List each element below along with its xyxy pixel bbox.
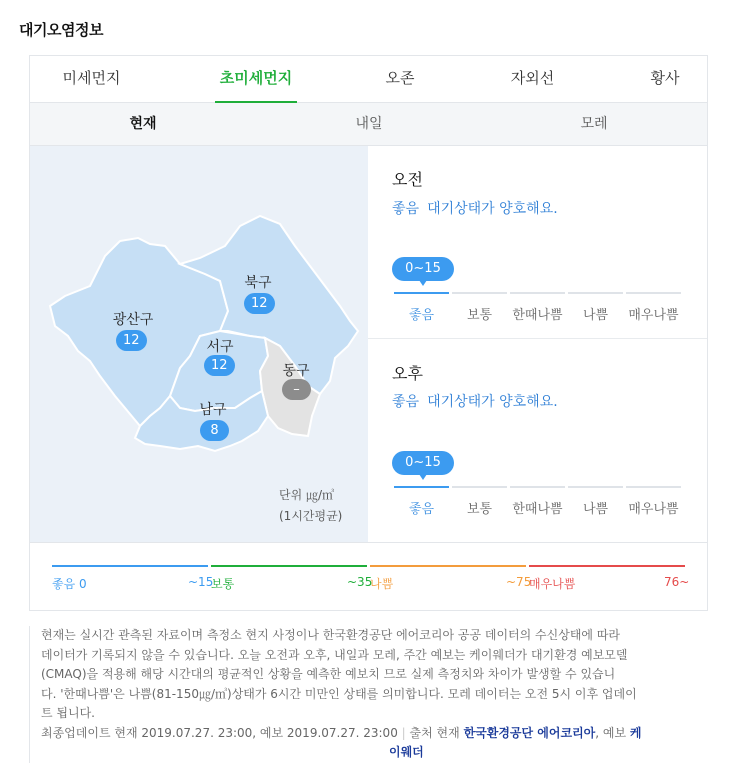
scale-bar	[568, 486, 623, 488]
forecast-message-pm: 대기상태가 양호해요.	[427, 394, 558, 410]
note-line: 트 됩니다.	[41, 706, 95, 720]
scale-label: 보통	[466, 502, 493, 517]
scale-bar	[394, 292, 449, 294]
day-tabs	[30, 103, 707, 146]
scale-bar	[626, 486, 681, 488]
legend-range-bad: ~75	[506, 575, 532, 589]
scale-seg-normal	[452, 486, 507, 516]
source-mid: , 예보	[595, 725, 627, 740]
note-line: 다. '한때나쁨'은 나쁨(81-150㎍/㎥)상태가 6시간 미만인 상태를 의미합니다. 모레 데이터는 오전 5시 이후 업데이	[41, 686, 637, 701]
scale-label: 나쁨	[582, 308, 609, 323]
meta-separator: |	[401, 725, 406, 740]
forecast-period-am: 오전	[392, 170, 423, 189]
tab-day-after[interactable]: 모레	[580, 116, 608, 132]
grade-scale-am	[394, 292, 686, 322]
tab-yellow-dust[interactable]: 황사	[650, 69, 680, 87]
scale-seg-very-bad	[626, 486, 681, 516]
forecast-area	[368, 146, 707, 542]
note-line: 현재는 실시간 관측된 자료이며 측정소 현지 사정이나 한국환경공단 에어코리아 공공 데이터의 수신상태에 따라	[41, 628, 621, 642]
legend-label-bad: 나쁨	[370, 577, 394, 591]
scale-label: 보통	[466, 308, 493, 323]
legend-bar-good	[52, 565, 208, 567]
update-info	[41, 724, 679, 744]
range-bubble-pointer	[419, 474, 427, 480]
district-name-gwangsan: 광산구	[112, 312, 154, 328]
district-map	[30, 146, 368, 542]
tab-today[interactable]: 현재	[129, 116, 157, 132]
scale-label: 한때나쁨	[512, 502, 563, 517]
air-quality-panel	[29, 55, 708, 611]
note-line: (CMAQ)을 적용해 해당 시간대의 평균적인 상황을 예측한 예보치 므로 실제 측정치와 차이가 발생할 수 있습니	[41, 667, 616, 681]
grade-legend	[30, 542, 707, 610]
tab-uv[interactable]: 자외선	[510, 69, 555, 87]
scale-bar	[394, 486, 449, 488]
scale-seg-very-bad	[626, 292, 681, 322]
page-title: 대기오염정보	[19, 21, 103, 39]
scale-label: 나쁨	[582, 502, 609, 517]
tab-pm25[interactable]	[215, 56, 297, 103]
scale-bar	[568, 292, 623, 294]
source-kweather-link[interactable]: 케	[629, 725, 642, 740]
district-name-nam: 남구	[199, 402, 227, 418]
legend-range-normal: ~35	[347, 575, 373, 589]
scale-seg-bad	[568, 292, 623, 322]
source-airkorea-link[interactable]: 한국환경공단 에어코리아	[463, 725, 596, 740]
legend-bar-very-bad	[529, 565, 685, 567]
tab-pm10[interactable]: 미세먼지	[62, 69, 121, 87]
scale-label: 좋음	[408, 308, 435, 323]
average-label: (1시간평균)	[279, 509, 343, 523]
grade-scale-pm	[394, 486, 686, 516]
scale-seg-normal	[452, 292, 507, 322]
tab-pm25-label: 초미세먼지	[219, 69, 293, 87]
legend-label-normal: 보통	[211, 577, 235, 591]
district-value-nam[interactable]: 8	[200, 420, 229, 441]
scale-label: 매우나쁨	[628, 308, 679, 323]
legend-range-good: ~15	[188, 575, 214, 589]
scale-seg-sometimes-bad	[510, 292, 565, 322]
scale-bar	[510, 292, 565, 294]
forecast-grade-am: 좋음	[392, 201, 420, 217]
data-notes	[29, 626, 679, 763]
scale-label: 좋음	[408, 502, 435, 517]
scale-bar	[510, 486, 565, 488]
legend-bar-bad	[370, 565, 526, 567]
legend-label-good: 좋음 0	[52, 577, 87, 591]
forecast-divider	[368, 338, 707, 339]
forecast-status-pm	[392, 391, 558, 411]
district-value-buk[interactable]: 12	[244, 293, 275, 314]
update-text: 최종업데이트 현재 2019.07.27. 23:00, 예보 2019.07.27. 23:00	[41, 725, 398, 740]
forecast-status-am	[392, 198, 558, 218]
district-value-dong[interactable]: –	[282, 379, 311, 400]
scale-label: 매우나쁨	[628, 502, 679, 517]
scale-label: 한때나쁨	[512, 308, 563, 323]
forecast-message-am: 대기상태가 양호해요.	[427, 201, 558, 217]
forecast-grade-pm: 좋음	[392, 394, 420, 410]
pollutant-tabs	[30, 56, 707, 103]
range-bubble-am	[392, 257, 454, 281]
district-value-seo[interactable]: 12	[204, 355, 235, 376]
range-text-am: 0~15	[405, 261, 441, 276]
scale-seg-sometimes-bad	[510, 486, 565, 516]
scale-bar	[452, 486, 507, 488]
district-name-dong: 동구	[282, 363, 310, 379]
legend-label-very-bad: 매우나쁨	[529, 577, 576, 591]
legend-range-very-bad: 76~	[664, 575, 690, 589]
range-bubble-pointer	[419, 280, 427, 286]
scale-bar	[452, 292, 507, 294]
source-kweather-link-cont[interactable]: 이웨더	[389, 745, 424, 759]
source-prefix: 출처 현재	[409, 725, 460, 740]
unit-label: 단위 ㎍/㎥	[279, 488, 335, 502]
tab-ozone[interactable]: 오존	[385, 69, 415, 87]
scale-seg-good	[394, 292, 449, 322]
scale-seg-good	[394, 486, 449, 516]
district-name-buk: 북구	[244, 275, 272, 291]
district-value-gwangsan[interactable]: 12	[116, 330, 147, 351]
note-line: 데이터가 기록되지 않을 수 있습니다. 오늘 오전과 오후, 내일과 모레, 주간 예보는 케이웨더가 대기환경 예보모델	[41, 647, 628, 662]
range-bubble-pm	[392, 451, 454, 475]
note-line	[41, 743, 679, 763]
forecast-period-pm: 오후	[392, 364, 423, 383]
range-text-pm: 0~15	[405, 455, 441, 470]
tab-tomorrow[interactable]: 내일	[355, 116, 383, 132]
legend-bar-normal	[211, 565, 367, 567]
scale-bar	[626, 292, 681, 294]
district-name-seo: 서구	[206, 339, 234, 355]
scale-seg-bad	[568, 486, 623, 516]
